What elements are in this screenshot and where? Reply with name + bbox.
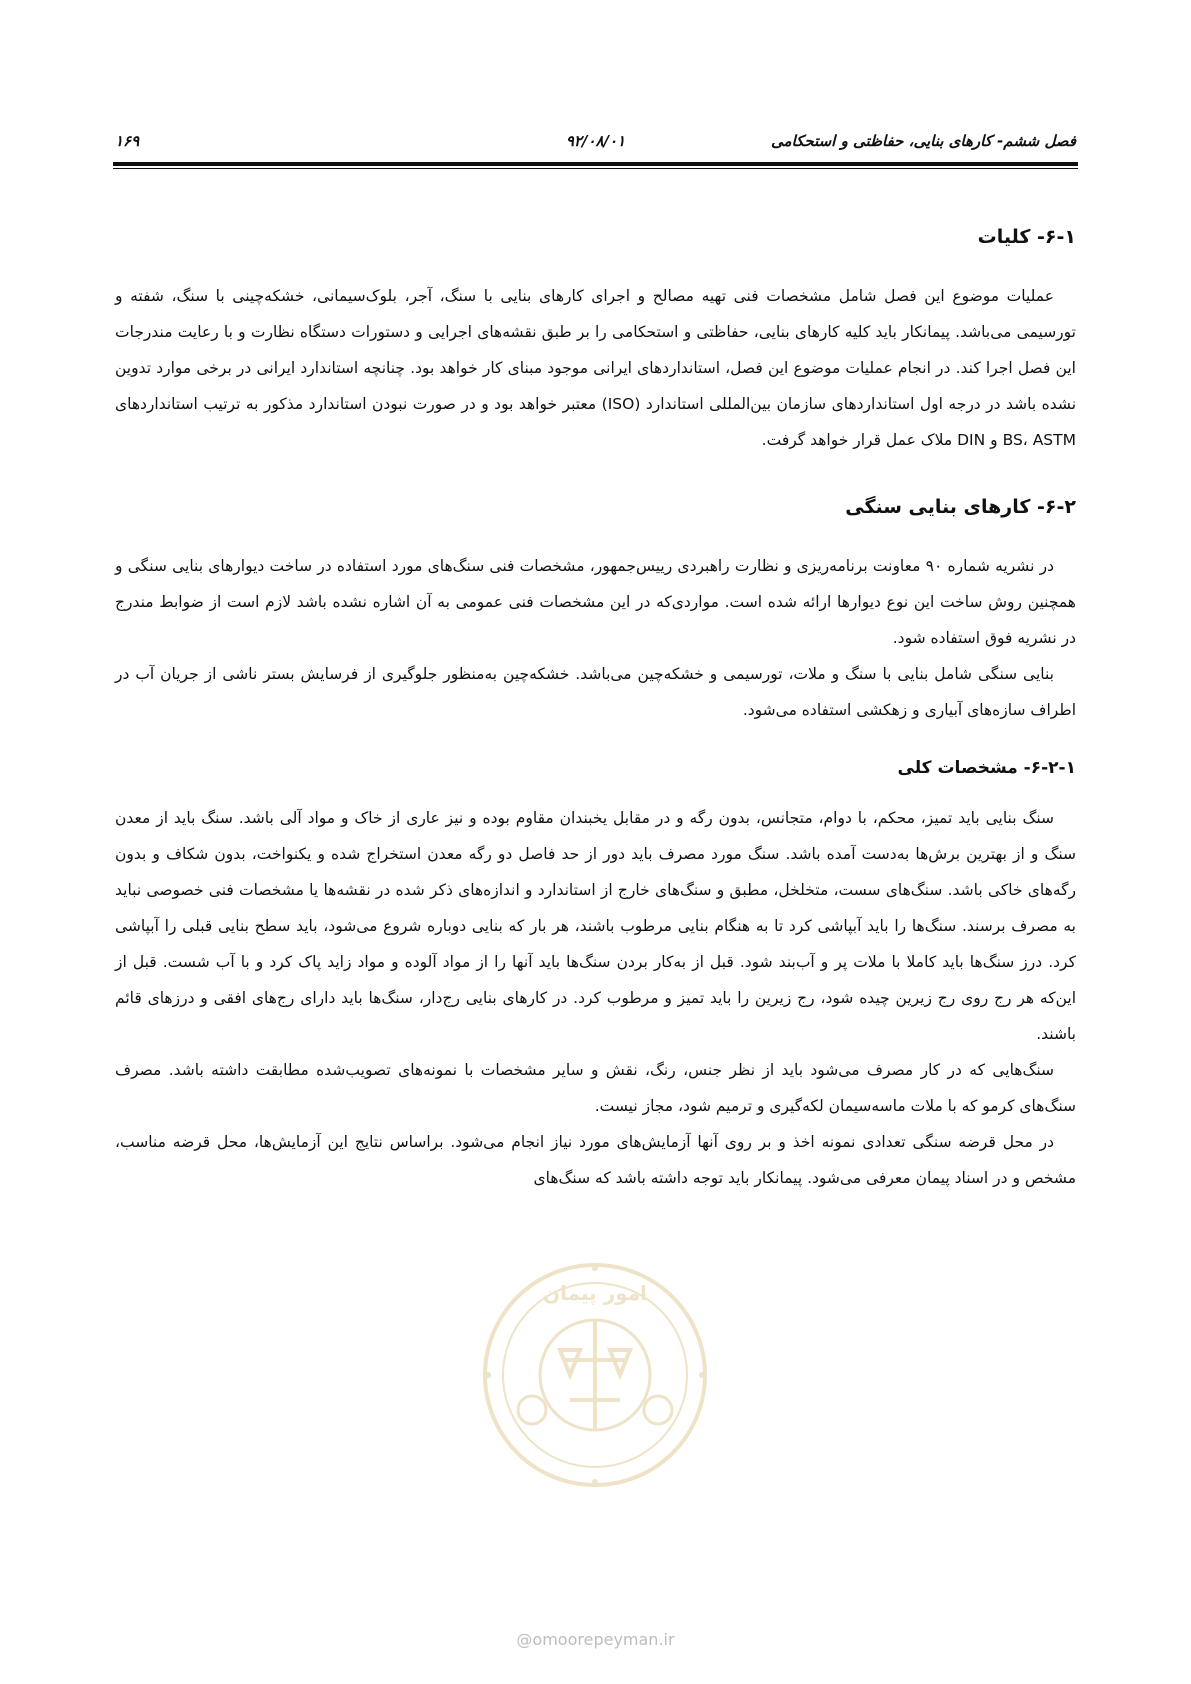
section-heading-stone-masonry: ۶-۲- کارهای بنایی سنگی — [845, 496, 1076, 518]
page-number: ۱۶۹ — [115, 132, 140, 150]
running-header — [115, 128, 1076, 158]
paragraph: در محل قرضه سنگی تعدادی نمونه اخذ و بر روی آنها آزمایش‌های مورد نیاز انجام می‌شود. براساس نتایج این آزمایش‌ها، محل قرضه مناسب، مشخص و در اسناد پیمان معرفی می‌شود. پیمانکار باید توجه داشته باشد که سنگ‌های — [115, 1133, 1076, 1187]
header-rule-thin — [113, 168, 1078, 169]
seal-text: امور پیمان — [543, 1281, 647, 1305]
subsection-heading-general-specs: ۶-۲-۱- مشخصات کلی — [897, 758, 1076, 778]
paragraph: سنگ بنایی باید تمیز، محکم، با دوام، متجانس، بدون رگه و در مقابل یخبندان مقاوم بوده و نیز عاری از خاک و مواد آلی باشد. سنگ باید از معدن سنگ و از بهترین برش‌ها به‌دست آمده باشد. سنگ مورد مصرف باید دور از حد فاصل دو رگه معدن استخراج شده و یکنواخت، بدون شکاف و بدون رگه‌های خاکی باشد. سنگ‌های سست، متخلخل، مطبق و سنگ‌های خارج از استاندارد و اندازه‌های ذکر شده در نقشه‌ها یا مشخصات فنی خصوصی نباید به مصرف برسند. سنگ‌ها را باید آبپاشی کرد تا به هنگام بنایی مرطوب باشند، هر بار که بنایی دوباره شروع می‌شود، باید سطح بنایی قبلی را آبپاشی کرد. درز سنگ‌ها باید کاملا با ملات پر و آب‌بند شود. قبل از به‌کار بردن سنگ‌ها باید آنها را از مواد آلوده و مواد زاید پاک کرد و با آب شست. قبل از این‌که هر رج روی رج زیرین چیده شود، رج زیرین را باید تمیز و مرطوب کرد. در کارهای بنایی رج‌دار، سنگ‌ها باید دارای رج‌های افقی و درزهای قائم باشند. — [115, 809, 1076, 1043]
paragraph: عملیات موضوع این فصل شامل مشخصات فنی تهیه مصالح و اجرای کارهای بنایی با سنگ، آجر، بلوک‌سیمانی، خشکه‌چینی با سنگ، شفته و تورسیمی می‌باشد. پیمانکار باید کلیه کارهای بنایی، حفاظتی و استحکامی را بر طبق نقشه‌های اجرایی و دستورات دستگاه نظارت و با رعایت مندرجات این فصل اجرا کند. در انجام عملیات موضوع این فصل، استانداردهای ایرانی موجود مبنای کار خواهد بود. چنانچه استاندارد ایرانی در برخی موارد تدوین نشده باشد در درجه اول استانداردهای سازمان بین‌المللی استاندارد (ISO) معتبر خواهد بود و در صورت نبودن استاندارد مذکور به ترتیب استانداردهای BS، ASTM و DIN ملاک عمل قرار خواهد گرفت. — [115, 287, 1077, 449]
paragraph: سنگ‌هایی که در کار مصرف می‌شود باید از نظر جنس، رنگ، نقش و سایر مشخصات با نمونه‌های تصویب‌شده مطابقت داشته باشد. مصرف سنگ‌های کرمو که با ملات ماسه‌سیمان لکه‌گیری و ترمیم شود، مجاز نیست. — [115, 1061, 1076, 1115]
chapter-title: فصل ششم- کارهای بنایی، حفاظتی و استحکامی — [771, 132, 1076, 150]
header-rule-thick — [113, 162, 1078, 166]
section-heading-general: ۶-۱- کلیات — [977, 226, 1076, 248]
seal-watermark-icon — [470, 1250, 720, 1500]
watermark-site-text: @omoorepeyman.ir — [516, 1630, 675, 1649]
paragraph: در نشریه شماره ۹۰ معاونت برنامه‌ریزی و نظارت راهبردی رییس‌جمهور، مشخصات فنی سنگ‌های مورد استفاده در ساخت دیوارهای بنایی سنگی و همچنین روش ساخت این نوع دیوارها ارائه شده است. مواردی‌که در این مشخصات فنی عمومی به آن اشاره نشده باشد لازم است از ضوابط مندرج در نشریه فوق استفاده شود. — [115, 557, 1076, 647]
body-content — [115, 222, 1076, 1196]
paragraph: بنایی سنگی شامل بنایی با سنگ و ملات، تورسیمی و خشکه‌چین می‌باشد. خشکه‌چین به‌منظور جلوگیری از فرسایش بستر ناشی از جریان آب در اطراف سازه‌های آبیاری و زهکشی استفاده می‌شود. — [115, 665, 1076, 719]
header-date: ۹۲/۰۸/۰۱ — [565, 132, 626, 150]
